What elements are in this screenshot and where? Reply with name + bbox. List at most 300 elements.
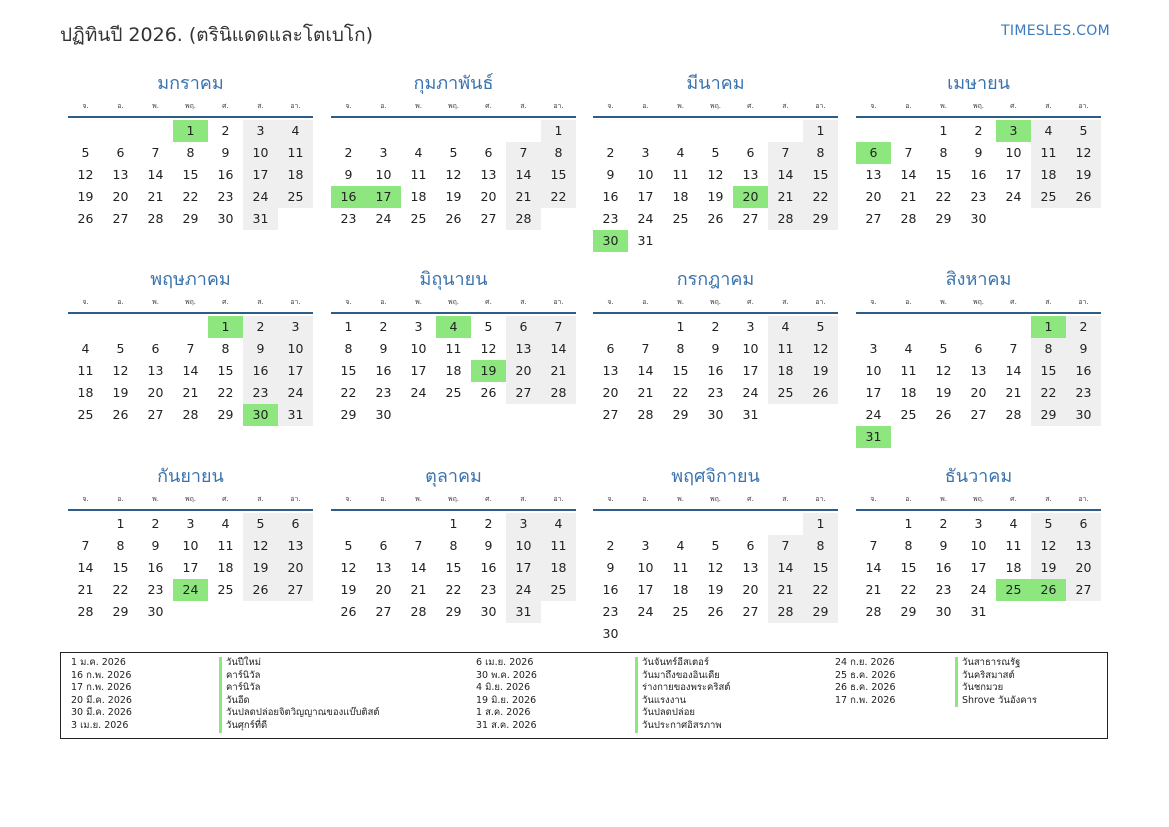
day-cell[interactable]: 24 [506, 579, 541, 601]
day-cell[interactable]: 12 [77, 167, 94, 182]
day-cell[interactable]: 8 [939, 145, 948, 160]
day-cell[interactable]: 28 [865, 604, 882, 619]
day-cell[interactable]: 2 [1066, 316, 1101, 338]
day-cell[interactable]: 24 [278, 382, 313, 404]
day-cell[interactable]: 26 [445, 211, 462, 226]
day-cell[interactable]: 16 [602, 582, 619, 597]
day-cell[interactable]: 24 [375, 211, 392, 226]
day-cell[interactable]: 7 [414, 538, 423, 553]
day-cell[interactable]: 6 [278, 513, 313, 535]
day-cell[interactable]: 31 [637, 233, 654, 248]
day-cell[interactable]: 18 [445, 363, 462, 378]
day-cell[interactable]: 8 [221, 341, 230, 356]
day-cell[interactable]: 13 [865, 167, 882, 182]
day-cell[interactable]: 1 [449, 516, 458, 531]
day-cell[interactable]: 25 [672, 211, 689, 226]
day-cell[interactable]: 17 [637, 189, 654, 204]
day-cell[interactable]: 24 [410, 385, 427, 400]
day-cell[interactable]: 11 [410, 167, 427, 182]
day-cell[interactable]: 27 [112, 211, 129, 226]
day-cell[interactable]: 16 [217, 167, 234, 182]
day-cell[interactable]: 19 [707, 189, 724, 204]
day-cell[interactable]: 19 [707, 582, 724, 597]
day-cell[interactable]: 12 [480, 341, 497, 356]
day-cell[interactable]: 12 [803, 338, 838, 360]
day-cell[interactable]: 14 [865, 560, 882, 575]
day-cell[interactable]: 8 [803, 142, 838, 164]
day-cell[interactable]: 11 [1031, 142, 1066, 164]
day-cell[interactable]: 13 [112, 167, 129, 182]
day-cell[interactable]: 6 [856, 142, 891, 164]
day-cell[interactable]: 15 [900, 560, 917, 575]
day-cell[interactable]: 20 [112, 189, 129, 204]
day-cell[interactable]: 30 [970, 211, 987, 226]
day-cell[interactable]: 7 [506, 142, 541, 164]
day-cell[interactable]: 14 [768, 164, 803, 186]
day-cell[interactable]: 15 [182, 167, 199, 182]
day-cell[interactable]: 31 [278, 404, 313, 426]
site-link[interactable]: TIMESLES.COM [1001, 23, 1110, 39]
day-cell[interactable]: 9 [379, 341, 388, 356]
day-cell[interactable]: 6 [151, 341, 160, 356]
day-cell[interactable]: 3 [641, 145, 650, 160]
day-cell[interactable]: 28 [637, 407, 654, 422]
day-cell[interactable]: 30 [375, 407, 392, 422]
day-cell[interactable]: 22 [112, 582, 129, 597]
day-cell[interactable]: 19 [340, 582, 357, 597]
day-cell[interactable]: 3 [746, 319, 755, 334]
day-cell[interactable]: 2 [484, 516, 493, 531]
day-cell[interactable]: 10 [1005, 145, 1022, 160]
day-cell[interactable]: 31 [856, 426, 891, 448]
day-cell[interactable]: 29 [672, 407, 689, 422]
day-cell[interactable]: 25 [77, 407, 94, 422]
day-cell[interactable]: 22 [803, 186, 838, 208]
day-cell[interactable]: 1 [116, 516, 125, 531]
day-cell[interactable]: 8 [904, 538, 913, 553]
day-cell[interactable]: 30 [217, 211, 234, 226]
day-cell[interactable]: 12 [1066, 142, 1101, 164]
day-cell[interactable]: 22 [541, 186, 576, 208]
day-cell[interactable]: 15 [541, 164, 576, 186]
day-cell[interactable]: 1 [904, 516, 913, 531]
day-cell[interactable]: 14 [768, 557, 803, 579]
day-cell[interactable]: 30 [480, 604, 497, 619]
day-cell[interactable]: 18 [672, 189, 689, 204]
day-cell[interactable]: 20 [1066, 557, 1101, 579]
day-cell[interactable]: 26 [935, 407, 952, 422]
day-cell[interactable]: 26 [112, 407, 129, 422]
day-cell[interactable]: 23 [480, 582, 497, 597]
day-cell[interactable]: 25 [768, 382, 803, 404]
day-cell[interactable]: 10 [506, 535, 541, 557]
day-cell[interactable]: 28 [541, 382, 576, 404]
day-cell[interactable]: 5 [939, 341, 948, 356]
day-cell[interactable]: 28 [768, 208, 803, 230]
day-cell[interactable]: 13 [742, 560, 759, 575]
day-cell[interactable]: 14 [182, 363, 199, 378]
day-cell[interactable]: 20 [506, 360, 541, 382]
day-cell[interactable]: 12 [112, 363, 129, 378]
day-cell[interactable]: 17 [243, 164, 278, 186]
day-cell[interactable]: 20 [278, 557, 313, 579]
day-cell[interactable]: 29 [803, 601, 838, 623]
day-cell[interactable]: 5 [484, 319, 493, 334]
day-cell[interactable]: 19 [243, 557, 278, 579]
day-cell[interactable]: 5 [1031, 513, 1066, 535]
day-cell[interactable]: 2 [344, 145, 353, 160]
day-cell[interactable]: 14 [410, 560, 427, 575]
day-cell[interactable]: 12 [445, 167, 462, 182]
day-cell[interactable]: 23 [340, 211, 357, 226]
day-cell[interactable]: 20 [375, 582, 392, 597]
day-cell[interactable]: 19 [803, 360, 838, 382]
day-cell[interactable]: 9 [243, 338, 278, 360]
day-cell[interactable]: 9 [344, 167, 353, 182]
day-cell[interactable]: 31 [970, 604, 987, 619]
day-cell[interactable]: 6 [1066, 513, 1101, 535]
day-cell[interactable]: 19 [471, 360, 506, 382]
day-cell[interactable]: 29 [803, 208, 838, 230]
day-cell[interactable]: 10 [410, 341, 427, 356]
day-cell[interactable]: 20 [742, 582, 759, 597]
day-cell[interactable]: 28 [182, 407, 199, 422]
day-cell[interactable]: 16 [707, 363, 724, 378]
day-cell[interactable]: 17 [410, 363, 427, 378]
day-cell[interactable]: 15 [445, 560, 462, 575]
day-cell[interactable]: 17 [182, 560, 199, 575]
day-cell[interactable]: 18 [1005, 560, 1022, 575]
day-cell[interactable]: 3 [641, 538, 650, 553]
day-cell[interactable]: 27 [480, 211, 497, 226]
day-cell[interactable]: 13 [1066, 535, 1101, 557]
day-cell[interactable]: 14 [77, 560, 94, 575]
day-cell[interactable]: 24 [173, 579, 208, 601]
day-cell[interactable]: 8 [116, 538, 125, 553]
day-cell[interactable]: 13 [742, 167, 759, 182]
day-cell[interactable]: 12 [1031, 535, 1066, 557]
day-cell[interactable]: 18 [278, 164, 313, 186]
day-cell[interactable]: 13 [970, 363, 987, 378]
day-cell[interactable]: 21 [768, 186, 803, 208]
day-cell[interactable]: 18 [768, 360, 803, 382]
day-cell[interactable]: 21 [637, 385, 654, 400]
day-cell[interactable]: 17 [278, 360, 313, 382]
day-cell[interactable]: 11 [672, 167, 689, 182]
day-cell[interactable]: 19 [77, 189, 94, 204]
day-cell[interactable]: 10 [970, 538, 987, 553]
day-cell[interactable]: 28 [147, 211, 164, 226]
day-cell[interactable]: 7 [768, 142, 803, 164]
day-cell[interactable]: 17 [1005, 167, 1022, 182]
day-cell[interactable]: 16 [331, 186, 366, 208]
day-cell[interactable]: 21 [541, 360, 576, 382]
day-cell[interactable]: 22 [1031, 382, 1066, 404]
day-cell[interactable]: 3 [974, 516, 983, 531]
day-cell[interactable]: 25 [1031, 186, 1066, 208]
day-cell[interactable]: 11 [672, 560, 689, 575]
day-cell[interactable]: 11 [217, 538, 234, 553]
day-cell[interactable]: 26 [480, 385, 497, 400]
day-cell[interactable]: 22 [340, 385, 357, 400]
day-cell[interactable]: 18 [900, 385, 917, 400]
day-cell[interactable]: 17 [742, 363, 759, 378]
day-cell[interactable]: 16 [480, 560, 497, 575]
day-cell[interactable]: 17 [366, 186, 401, 208]
day-cell[interactable]: 12 [935, 363, 952, 378]
day-cell[interactable]: 30 [147, 604, 164, 619]
day-cell[interactable]: 9 [221, 145, 230, 160]
day-cell[interactable]: 19 [445, 189, 462, 204]
day-cell[interactable]: 6 [606, 341, 615, 356]
day-cell[interactable]: 21 [1005, 385, 1022, 400]
day-cell[interactable]: 23 [935, 582, 952, 597]
day-cell[interactable]: 27 [1066, 579, 1101, 601]
day-cell[interactable]: 29 [182, 211, 199, 226]
day-cell[interactable]: 17 [970, 560, 987, 575]
day-cell[interactable]: 4 [278, 120, 313, 142]
day-cell[interactable]: 13 [602, 363, 619, 378]
day-cell[interactable]: 19 [1066, 164, 1101, 186]
day-cell[interactable]: 29 [445, 604, 462, 619]
day-cell[interactable]: 8 [186, 145, 195, 160]
day-cell[interactable]: 24 [865, 407, 882, 422]
day-cell[interactable]: 2 [379, 319, 388, 334]
day-cell[interactable]: 4 [541, 513, 576, 535]
day-cell[interactable]: 25 [541, 579, 576, 601]
day-cell[interactable]: 24 [742, 385, 759, 400]
day-cell[interactable]: 22 [182, 189, 199, 204]
day-cell[interactable]: 3 [379, 145, 388, 160]
day-cell[interactable]: 4 [676, 145, 685, 160]
day-cell[interactable]: 23 [970, 189, 987, 204]
day-cell[interactable]: 12 [243, 535, 278, 557]
day-cell[interactable]: 17 [637, 582, 654, 597]
day-cell[interactable]: 27 [278, 579, 313, 601]
day-cell[interactable]: 10 [865, 363, 882, 378]
day-cell[interactable]: 23 [707, 385, 724, 400]
day-cell[interactable]: 10 [742, 341, 759, 356]
day-cell[interactable]: 31 [243, 208, 278, 230]
day-cell[interactable]: 26 [707, 604, 724, 619]
day-cell[interactable]: 15 [112, 560, 129, 575]
day-cell[interactable]: 31 [506, 601, 541, 623]
day-cell[interactable]: 26 [77, 211, 94, 226]
day-cell[interactable]: 4 [904, 341, 913, 356]
day-cell[interactable]: 1 [1031, 316, 1066, 338]
day-cell[interactable]: 5 [81, 145, 90, 160]
day-cell[interactable]: 24 [1005, 189, 1022, 204]
day-cell[interactable]: 11 [77, 363, 94, 378]
day-cell[interactable]: 18 [1031, 164, 1066, 186]
day-cell[interactable]: 30 [602, 626, 619, 641]
day-cell[interactable]: 13 [278, 535, 313, 557]
day-cell[interactable]: 6 [974, 341, 983, 356]
day-cell[interactable]: 12 [340, 560, 357, 575]
day-cell[interactable]: 2 [243, 316, 278, 338]
day-cell[interactable]: 16 [970, 167, 987, 182]
day-cell[interactable]: 5 [711, 538, 720, 553]
day-cell[interactable]: 31 [742, 407, 759, 422]
day-cell[interactable]: 23 [217, 189, 234, 204]
day-cell[interactable]: 11 [445, 341, 462, 356]
day-cell[interactable]: 3 [278, 316, 313, 338]
day-cell[interactable]: 28 [410, 604, 427, 619]
day-cell[interactable]: 30 [1066, 404, 1101, 426]
day-cell[interactable]: 15 [1031, 360, 1066, 382]
day-cell[interactable]: 11 [900, 363, 917, 378]
day-cell[interactable]: 28 [506, 208, 541, 230]
day-cell[interactable]: 16 [1066, 360, 1101, 382]
day-cell[interactable]: 15 [935, 167, 952, 182]
day-cell[interactable]: 7 [186, 341, 195, 356]
day-cell[interactable]: 21 [865, 582, 882, 597]
day-cell[interactable]: 9 [974, 145, 983, 160]
day-cell[interactable]: 22 [445, 582, 462, 597]
day-cell[interactable]: 1 [803, 120, 838, 142]
day-cell[interactable]: 21 [506, 186, 541, 208]
day-cell[interactable]: 8 [803, 535, 838, 557]
day-cell[interactable]: 25 [900, 407, 917, 422]
day-cell[interactable]: 5 [711, 145, 720, 160]
day-cell[interactable]: 18 [410, 189, 427, 204]
day-cell[interactable]: 4 [81, 341, 90, 356]
day-cell[interactable]: 25 [672, 604, 689, 619]
day-cell[interactable]: 2 [606, 145, 615, 160]
day-cell[interactable]: 4 [1031, 120, 1066, 142]
day-cell[interactable]: 5 [243, 513, 278, 535]
day-cell[interactable]: 6 [506, 316, 541, 338]
day-cell[interactable]: 20 [602, 385, 619, 400]
day-cell[interactable]: 25 [445, 385, 462, 400]
day-cell[interactable]: 5 [449, 145, 458, 160]
day-cell[interactable]: 6 [746, 538, 755, 553]
day-cell[interactable]: 21 [182, 385, 199, 400]
day-cell[interactable]: 8 [1031, 338, 1066, 360]
day-cell[interactable]: 29 [340, 407, 357, 422]
day-cell[interactable]: 29 [112, 604, 129, 619]
day-cell[interactable]: 22 [217, 385, 234, 400]
day-cell[interactable]: 14 [637, 363, 654, 378]
day-cell[interactable]: 23 [375, 385, 392, 400]
day-cell[interactable]: 7 [768, 535, 803, 557]
day-cell[interactable]: 15 [340, 363, 357, 378]
day-cell[interactable]: 29 [900, 604, 917, 619]
day-cell[interactable]: 3 [506, 513, 541, 535]
day-cell[interactable]: 15 [803, 164, 838, 186]
day-cell[interactable]: 7 [151, 145, 160, 160]
day-cell[interactable]: 2 [939, 516, 948, 531]
day-cell[interactable]: 28 [1005, 407, 1022, 422]
day-cell[interactable]: 21 [77, 582, 94, 597]
day-cell[interactable]: 1 [541, 120, 576, 142]
day-cell[interactable]: 16 [935, 560, 952, 575]
day-cell[interactable]: 16 [375, 363, 392, 378]
day-cell[interactable]: 24 [637, 211, 654, 226]
day-cell[interactable]: 22 [672, 385, 689, 400]
day-cell[interactable]: 28 [77, 604, 94, 619]
day-cell[interactable]: 23 [147, 582, 164, 597]
day-cell[interactable]: 23 [243, 382, 278, 404]
day-cell[interactable]: 15 [803, 557, 838, 579]
day-cell[interactable]: 4 [436, 316, 471, 338]
day-cell[interactable]: 24 [970, 582, 987, 597]
day-cell[interactable]: 1 [173, 120, 208, 142]
day-cell[interactable]: 10 [375, 167, 392, 182]
day-cell[interactable]: 30 [243, 404, 278, 426]
day-cell[interactable]: 2 [974, 123, 983, 138]
day-cell[interactable]: 7 [81, 538, 90, 553]
day-cell[interactable]: 9 [484, 538, 493, 553]
day-cell[interactable]: 11 [768, 338, 803, 360]
day-cell[interactable]: 26 [707, 211, 724, 226]
day-cell[interactable]: 22 [900, 582, 917, 597]
day-cell[interactable]: 14 [506, 164, 541, 186]
day-cell[interactable]: 27 [602, 407, 619, 422]
day-cell[interactable]: 26 [1066, 186, 1101, 208]
day-cell[interactable]: 21 [900, 189, 917, 204]
day-cell[interactable]: 1 [208, 316, 243, 338]
day-cell[interactable]: 7 [1009, 341, 1018, 356]
day-cell[interactable]: 5 [116, 341, 125, 356]
day-cell[interactable]: 25 [996, 579, 1031, 601]
day-cell[interactable]: 10 [182, 538, 199, 553]
day-cell[interactable]: 5 [1066, 120, 1101, 142]
day-cell[interactable]: 5 [344, 538, 353, 553]
day-cell[interactable]: 16 [602, 189, 619, 204]
day-cell[interactable]: 7 [869, 538, 878, 553]
day-cell[interactable]: 16 [147, 560, 164, 575]
day-cell[interactable]: 29 [217, 407, 234, 422]
day-cell[interactable]: 6 [484, 145, 493, 160]
day-cell[interactable]: 30 [707, 407, 724, 422]
day-cell[interactable]: 29 [935, 211, 952, 226]
day-cell[interactable]: 6 [379, 538, 388, 553]
day-cell[interactable]: 10 [243, 142, 278, 164]
day-cell[interactable]: 3 [186, 516, 195, 531]
day-cell[interactable]: 4 [1009, 516, 1018, 531]
day-cell[interactable]: 21 [768, 579, 803, 601]
day-cell[interactable]: 29 [1031, 404, 1066, 426]
day-cell[interactable]: 27 [742, 604, 759, 619]
day-cell[interactable]: 19 [935, 385, 952, 400]
day-cell[interactable]: 26 [1031, 579, 1066, 601]
day-cell[interactable]: 9 [151, 538, 160, 553]
day-cell[interactable]: 30 [593, 230, 628, 252]
day-cell[interactable]: 14 [1005, 363, 1022, 378]
day-cell[interactable]: 10 [278, 338, 313, 360]
day-cell[interactable]: 22 [803, 579, 838, 601]
day-cell[interactable]: 26 [803, 382, 838, 404]
day-cell[interactable]: 4 [768, 316, 803, 338]
day-cell[interactable]: 8 [449, 538, 458, 553]
day-cell[interactable]: 20 [147, 385, 164, 400]
day-cell[interactable]: 23 [1066, 382, 1101, 404]
day-cell[interactable]: 20 [970, 385, 987, 400]
day-cell[interactable]: 30 [935, 604, 952, 619]
day-cell[interactable]: 27 [865, 211, 882, 226]
day-cell[interactable]: 28 [900, 211, 917, 226]
day-cell[interactable]: 4 [414, 145, 423, 160]
day-cell[interactable]: 17 [506, 557, 541, 579]
day-cell[interactable]: 21 [147, 189, 164, 204]
day-cell[interactable]: 18 [77, 385, 94, 400]
day-cell[interactable]: 23 [602, 604, 619, 619]
day-cell[interactable]: 24 [637, 604, 654, 619]
day-cell[interactable]: 1 [939, 123, 948, 138]
day-cell[interactable]: 21 [410, 582, 427, 597]
day-cell[interactable]: 1 [344, 319, 353, 334]
